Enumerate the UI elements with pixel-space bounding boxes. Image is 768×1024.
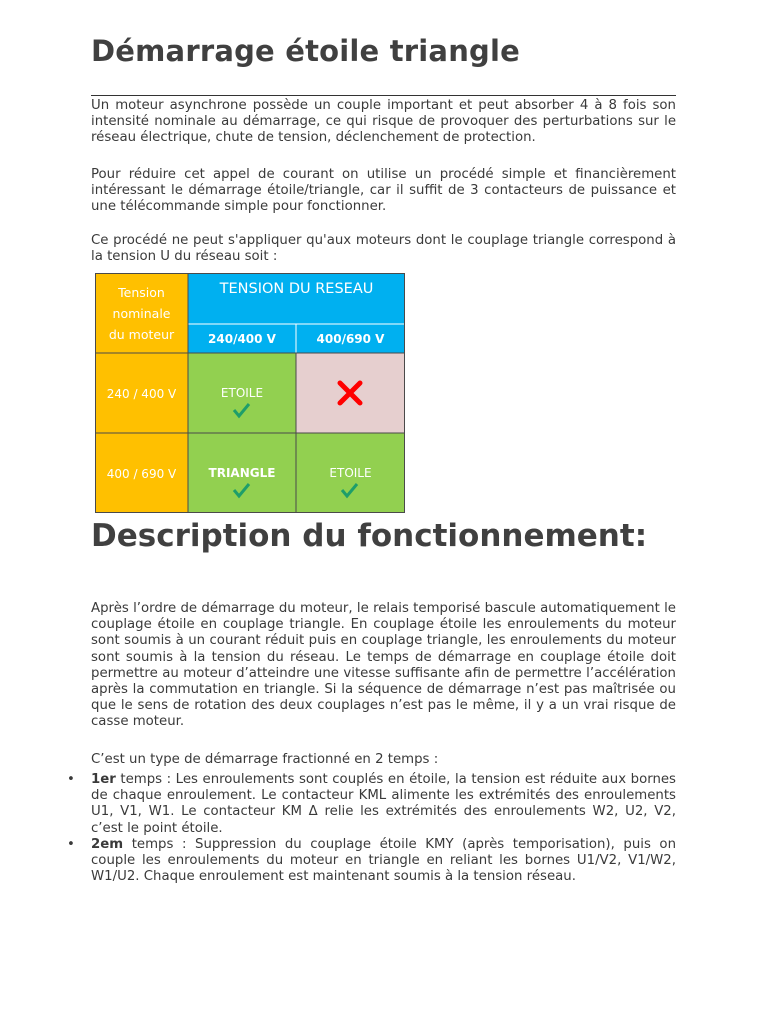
column-header-1: 240/400 V bbox=[208, 332, 276, 346]
step-text: temps : Les enroulements sont couplés en étoile, la tension est réduite aux bornes de chaque enroulement. Le contacteur KML alimente les extrémités des enroulements U1, V1, W1. Le contacteur KM Δ relie les extrémités des enroulements W2, U2, V2, c’est le point étoile. bbox=[91, 772, 676, 836]
intro-paragraph-2: Pour réduire cet appel de courant on utilise un procédé simple et financièrement intéressant le démarrage étoile/triangle, car il suffit de 3 contacteurs de puissance et une télécommande simple pour fonctionner. bbox=[91, 167, 676, 215]
corner-line-2: nominale bbox=[112, 306, 171, 321]
steps-list bbox=[67, 772, 676, 885]
corner-line-1: Tension bbox=[118, 285, 165, 300]
coupling-table bbox=[95, 273, 405, 513]
step-lead: 1er bbox=[91, 772, 116, 787]
description-paragraph-1: Après l’ordre de démarrage du moteur, le relais temporisé bascule automatiquement le couplage étoile en couplage triangle. En couplage étoile les enroulements du moteur sont soumis à un courant réduit puis en couplage triangle, les enroulements du moteur sont soumis à la tension du réseau. Le temps de démarrage en couplage étoile doit permettre au moteur d’atteindre une vitesse suffisante afin de permettre l’accélération après la commutation en triangle. Si la séquence de démarrage n’est pas maîtrisée ou que le sens de rotation des deux couplages n’est pas le même, il y a un vrai risque de casse moteur. bbox=[91, 601, 676, 730]
table-header-label: TENSION DU RESEAU bbox=[219, 281, 374, 297]
list-item bbox=[67, 836, 676, 886]
row-label-2: 400 / 690 V bbox=[106, 467, 177, 481]
row-label-1: 240 / 400 V bbox=[106, 387, 177, 401]
cell-text-triangle: TRIANGLE bbox=[208, 466, 276, 480]
corner-line-3: du moteur bbox=[108, 327, 175, 342]
bullet-icon: • bbox=[67, 836, 75, 852]
column-header-2: 400/690 V bbox=[316, 332, 385, 346]
list-item bbox=[67, 772, 676, 837]
intro-paragraph-3: Ce procédé ne peut s'appliquer qu'aux moteurs dont le couplage triangle correspond à la tension U du réseau soit : bbox=[91, 233, 676, 265]
step-lead: 2em bbox=[91, 836, 124, 852]
page-title: Démarrage étoile triangle bbox=[91, 34, 521, 68]
step-text: temps : Suppression du couplage étoile KMY (après temporisation), puis on couple les enroulements du moteur en triangle en reliant les bornes U1/V2, V1/W2, W1/U2. Chaque enroulement est maintenant soumis à la tension réseau. bbox=[91, 836, 676, 885]
bullet-icon: • bbox=[67, 772, 75, 787]
title-underline bbox=[91, 95, 676, 96]
cell-text-etoile-2: ETOILE bbox=[329, 466, 372, 480]
description-paragraph-2: C’est un type de démarrage fractionné en 2 temps : bbox=[91, 752, 439, 767]
section-title: Description du fonctionnement: bbox=[91, 518, 648, 554]
intro-paragraph-1: Un moteur asynchrone possède un couple important et peut absorber 4 à 8 fois son intensité nominale au démarrage, ce qui risque de provoquer des perturbations sur le réseau électrique, chute de tension, déclenchement de protection. bbox=[91, 98, 676, 146]
cell-text-etoile-1: ETOILE bbox=[220, 386, 264, 400]
